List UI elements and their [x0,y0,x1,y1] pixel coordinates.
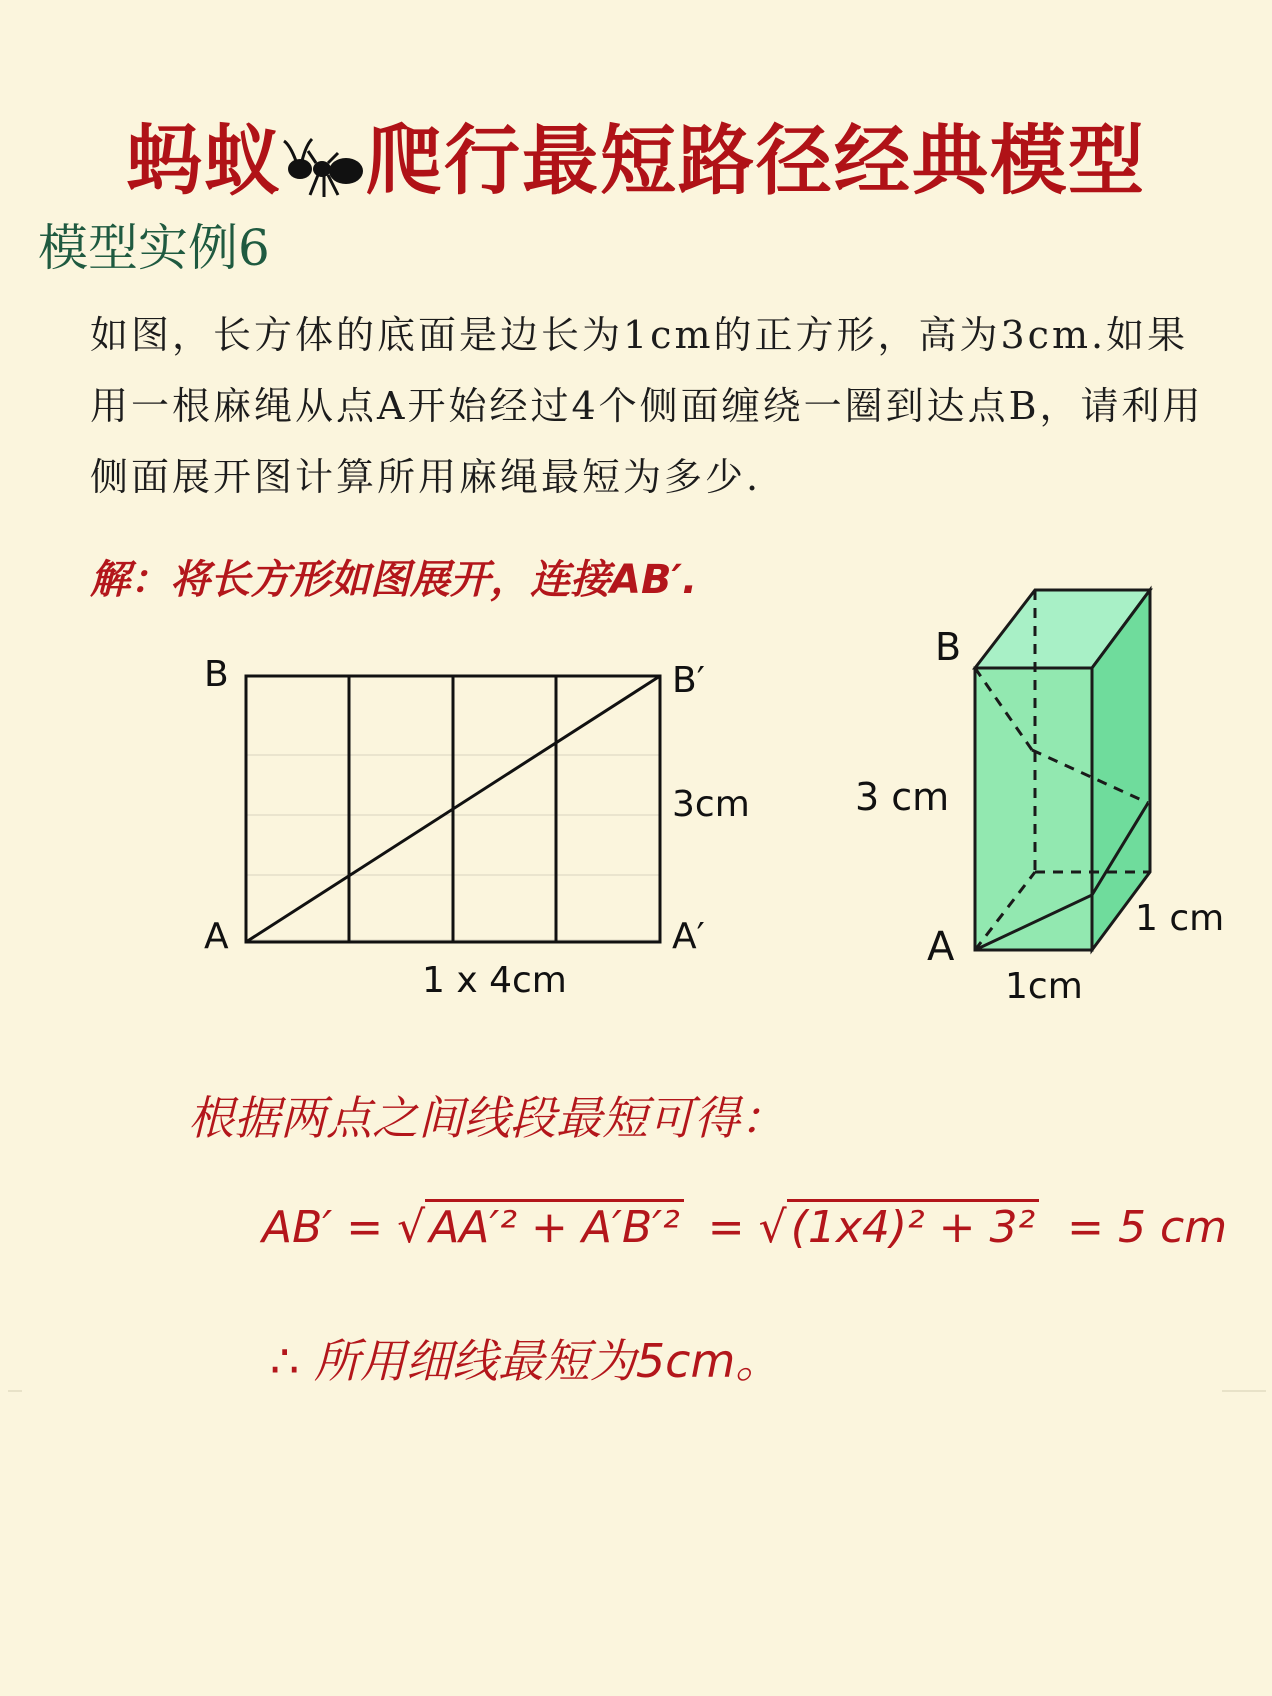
formula [262,1202,1227,1253]
radical-1: √AA′² + A′B′² [397,1202,684,1253]
label-B-prime: B′ [672,660,705,701]
ant-icon [282,131,366,201]
prism-label-depth: 1 cm [1135,898,1225,939]
example-subtitle: 模型实例6 [38,219,270,277]
prism-label-width: 1cm [1005,966,1083,1007]
prism-label-A: A [927,924,955,970]
conclusion-text: ∴ 所用细线最短为5cm。 [270,1334,782,1388]
title-part-2: 爬行最短路径经典模型 [366,116,1146,205]
formula-lhs: AB′ = [262,1202,384,1253]
radicand-1: AA′² + A′B′² [425,1199,684,1253]
page-title [0,100,1272,209]
prism-label-height: 3 cm [855,775,950,819]
radicand-2: (1x4)² + 3² [787,1199,1039,1253]
radical-2: √(1x4)² + 3² [759,1202,1040,1253]
prism-label-B: B [935,625,962,669]
unfolded-diagram [180,650,760,1010]
solution-intro: 解：将长方形如图展开，连接AB′. [90,557,698,603]
basis-text: 根据两点之间线段最短可得： [188,1091,786,1145]
label-height: 3cm [672,784,750,825]
prism-diagram [855,580,1225,1010]
formula-result: = 5 cm [1067,1202,1228,1253]
problem-text: 如图，长方体的底面是边长为1cm的正方形，高为3cm.如果用一根麻绳从点A开始经过4个侧面缠绕一圈到达点B，请利用侧面展开图计算所用麻绳最短为多少. [90,313,1204,499]
label-width: 1 x 4cm [422,960,567,1001]
label-B: B [204,654,229,695]
label-A-prime: A′ [672,916,705,957]
label-A: A [204,916,229,957]
title-part-1: 蚂蚁 [126,116,282,205]
divider-left [8,1390,22,1392]
formula-equals: = [707,1202,745,1253]
divider-right [1222,1390,1266,1392]
